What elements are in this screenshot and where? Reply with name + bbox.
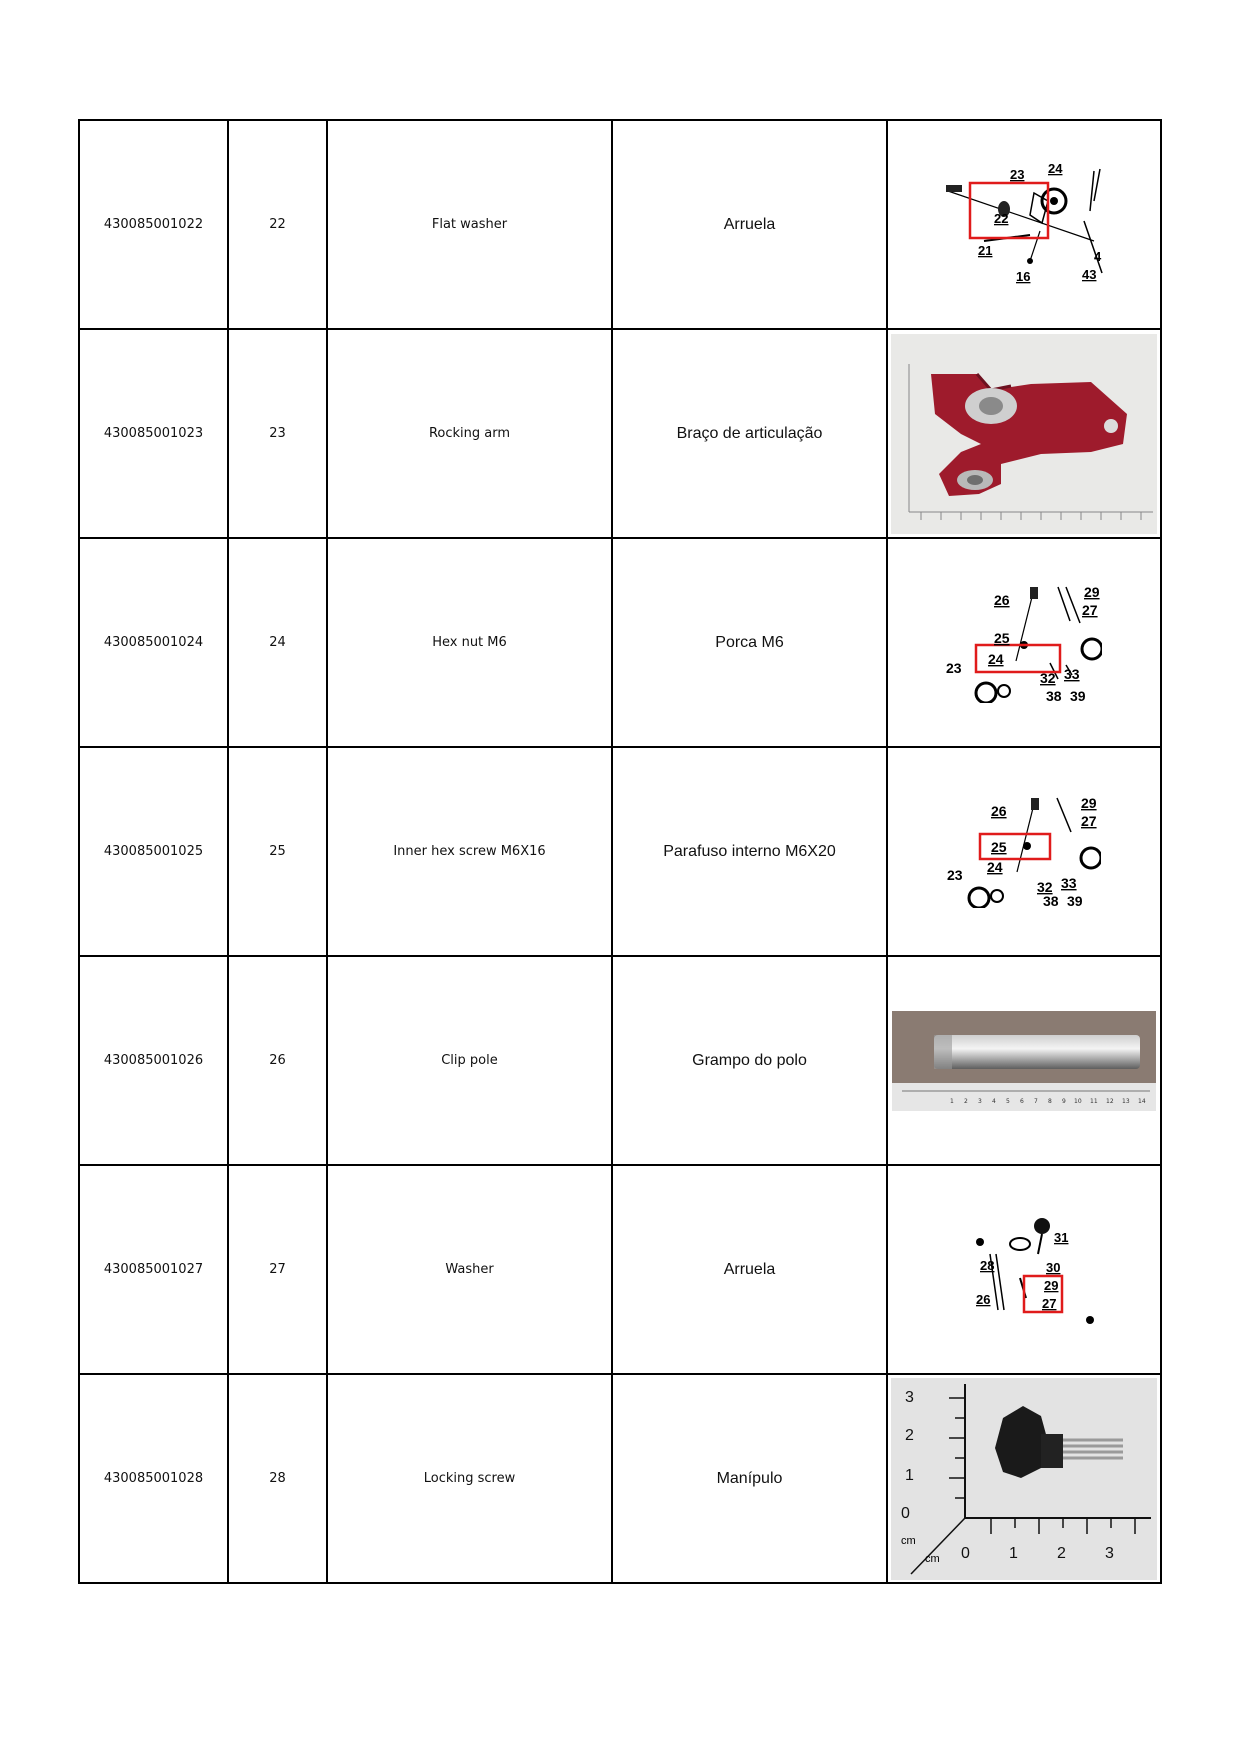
callout-label: 30 [1046,1259,1061,1275]
callout-label: 23 [1010,166,1025,182]
ruler-label: 6 [1020,1097,1024,1105]
ruler-label: 9 [1062,1097,1066,1105]
table-row [79,956,1161,1165]
callout-label: 39 [1070,687,1086,703]
part-number: 22 [228,120,327,329]
axis-label: 0 [901,1504,910,1522]
callout-label: 32 [1037,878,1053,895]
table-row [79,120,1161,329]
table-row [79,747,1161,956]
ruler-label: 11 [1090,1097,1098,1105]
rocking-arm-photo [891,334,1157,534]
part-name-pt: Parafuso interno M6X20 [612,747,887,956]
callout-label: 26 [991,802,1007,819]
ruler-label: 7 [1034,1097,1038,1105]
part-number: 26 [228,956,327,1165]
ruler-label: 2 [964,1097,968,1105]
part-code: 430085001025 [79,747,228,956]
part-code: 430085001028 [79,1374,228,1583]
callout-label: 26 [976,1291,991,1307]
callout-label: 21 [978,242,993,258]
part-image-cell [887,1165,1161,1374]
callout-label: 24 [988,650,1004,667]
callout-label: 27 [1081,812,1097,829]
axis-label: 2 [905,1426,914,1444]
table-row [79,329,1161,538]
callout-label: 22 [994,210,1009,226]
axis-label: 1 [905,1466,914,1484]
part-number: 25 [228,747,327,956]
callout-label: 27 [1042,1295,1057,1311]
table-row [79,1374,1161,1583]
ruler-label: 12 [1106,1097,1114,1105]
part-image-cell [887,538,1161,747]
callout-label: 38 [1043,892,1059,908]
callout-label: 25 [994,629,1010,646]
part-image-cell [887,329,1161,538]
exploded-diagram-image [946,583,1102,703]
locking-screw-photo [891,1378,1157,1580]
part-image-cell [887,120,1161,329]
part-name-en: Inner hex screw M6X16 [327,747,612,956]
axis-label: 1 [1009,1544,1018,1562]
unit-label: cm [901,1534,916,1547]
part-name-pt: Braço de articulação [612,329,887,538]
part-name-en: Rocking arm [327,329,612,538]
part-number: 28 [228,1374,327,1583]
part-code: 430085001023 [79,329,228,538]
callout-label: 29 [1044,1277,1059,1293]
callout-label: 29 [1084,583,1100,600]
callout-label: 32 [1040,669,1056,686]
axis-label: 3 [1105,1544,1114,1562]
part-image-cell [887,747,1161,956]
callout-label: 23 [946,659,962,676]
part-code: 430085001026 [79,956,228,1165]
axis-label: 0 [961,1544,970,1562]
callout-label: 33 [1064,665,1080,682]
callout-label: 33 [1061,874,1077,891]
part-code: 430085001022 [79,120,228,329]
part-image-cell [887,1374,1161,1583]
ruler-label: 10 [1074,1097,1082,1105]
part-name-pt: Manípulo [612,1374,887,1583]
part-name-pt: Arruela [612,1165,887,1374]
callout-label: 31 [1054,1229,1069,1245]
part-name-en: Washer [327,1165,612,1374]
callout-label: 29 [1081,795,1097,811]
exploded-diagram-image [950,1214,1098,1326]
exploded-diagram-image [944,161,1104,289]
part-name-en: Locking screw [327,1374,612,1583]
callout-label: 24 [1048,160,1063,176]
part-image-cell [887,956,1161,1165]
callout-label: 24 [987,858,1003,875]
ruler-label: 13 [1122,1097,1130,1105]
part-code: 430085001027 [79,1165,228,1374]
callout-label: 26 [994,591,1010,608]
callout-label: 38 [1046,687,1062,703]
ruler-label: 1 [950,1097,954,1105]
part-name-en: Clip pole [327,956,612,1165]
part-name-pt: Porca M6 [612,538,887,747]
callout-label: 16 [1016,268,1031,284]
ruler-label: 5 [1006,1097,1010,1105]
part-name-en: Flat washer [327,120,612,329]
part-number: 24 [228,538,327,747]
unit-label: cm [925,1552,940,1565]
part-number: 27 [228,1165,327,1374]
callout-label: 39 [1067,892,1083,908]
callout-label: 4 [1094,248,1102,264]
callout-label: 28 [980,1257,995,1273]
callout-label: 23 [947,866,963,883]
part-number: 23 [228,329,327,538]
part-code: 430085001024 [79,538,228,747]
callout-label: 27 [1082,601,1098,618]
table-row [79,538,1161,747]
callout-label: 25 [991,838,1007,855]
ruler-label: 3 [978,1097,982,1105]
callout-label: 43 [1082,266,1097,282]
part-name-en: Hex nut M6 [327,538,612,747]
parts-table [78,119,1162,1584]
ruler-label: 14 [1138,1097,1146,1105]
exploded-diagram-image [947,796,1101,908]
part-name-pt: Grampo do polo [612,956,887,1165]
table-row [79,1165,1161,1374]
ruler-label: 8 [1048,1097,1052,1105]
ruler-label: 4 [992,1097,996,1105]
part-name-pt: Arruela [612,120,887,329]
axis-label: 2 [1057,1544,1066,1562]
clip-pole-photo [892,1011,1156,1111]
axis-label: 3 [905,1388,914,1406]
